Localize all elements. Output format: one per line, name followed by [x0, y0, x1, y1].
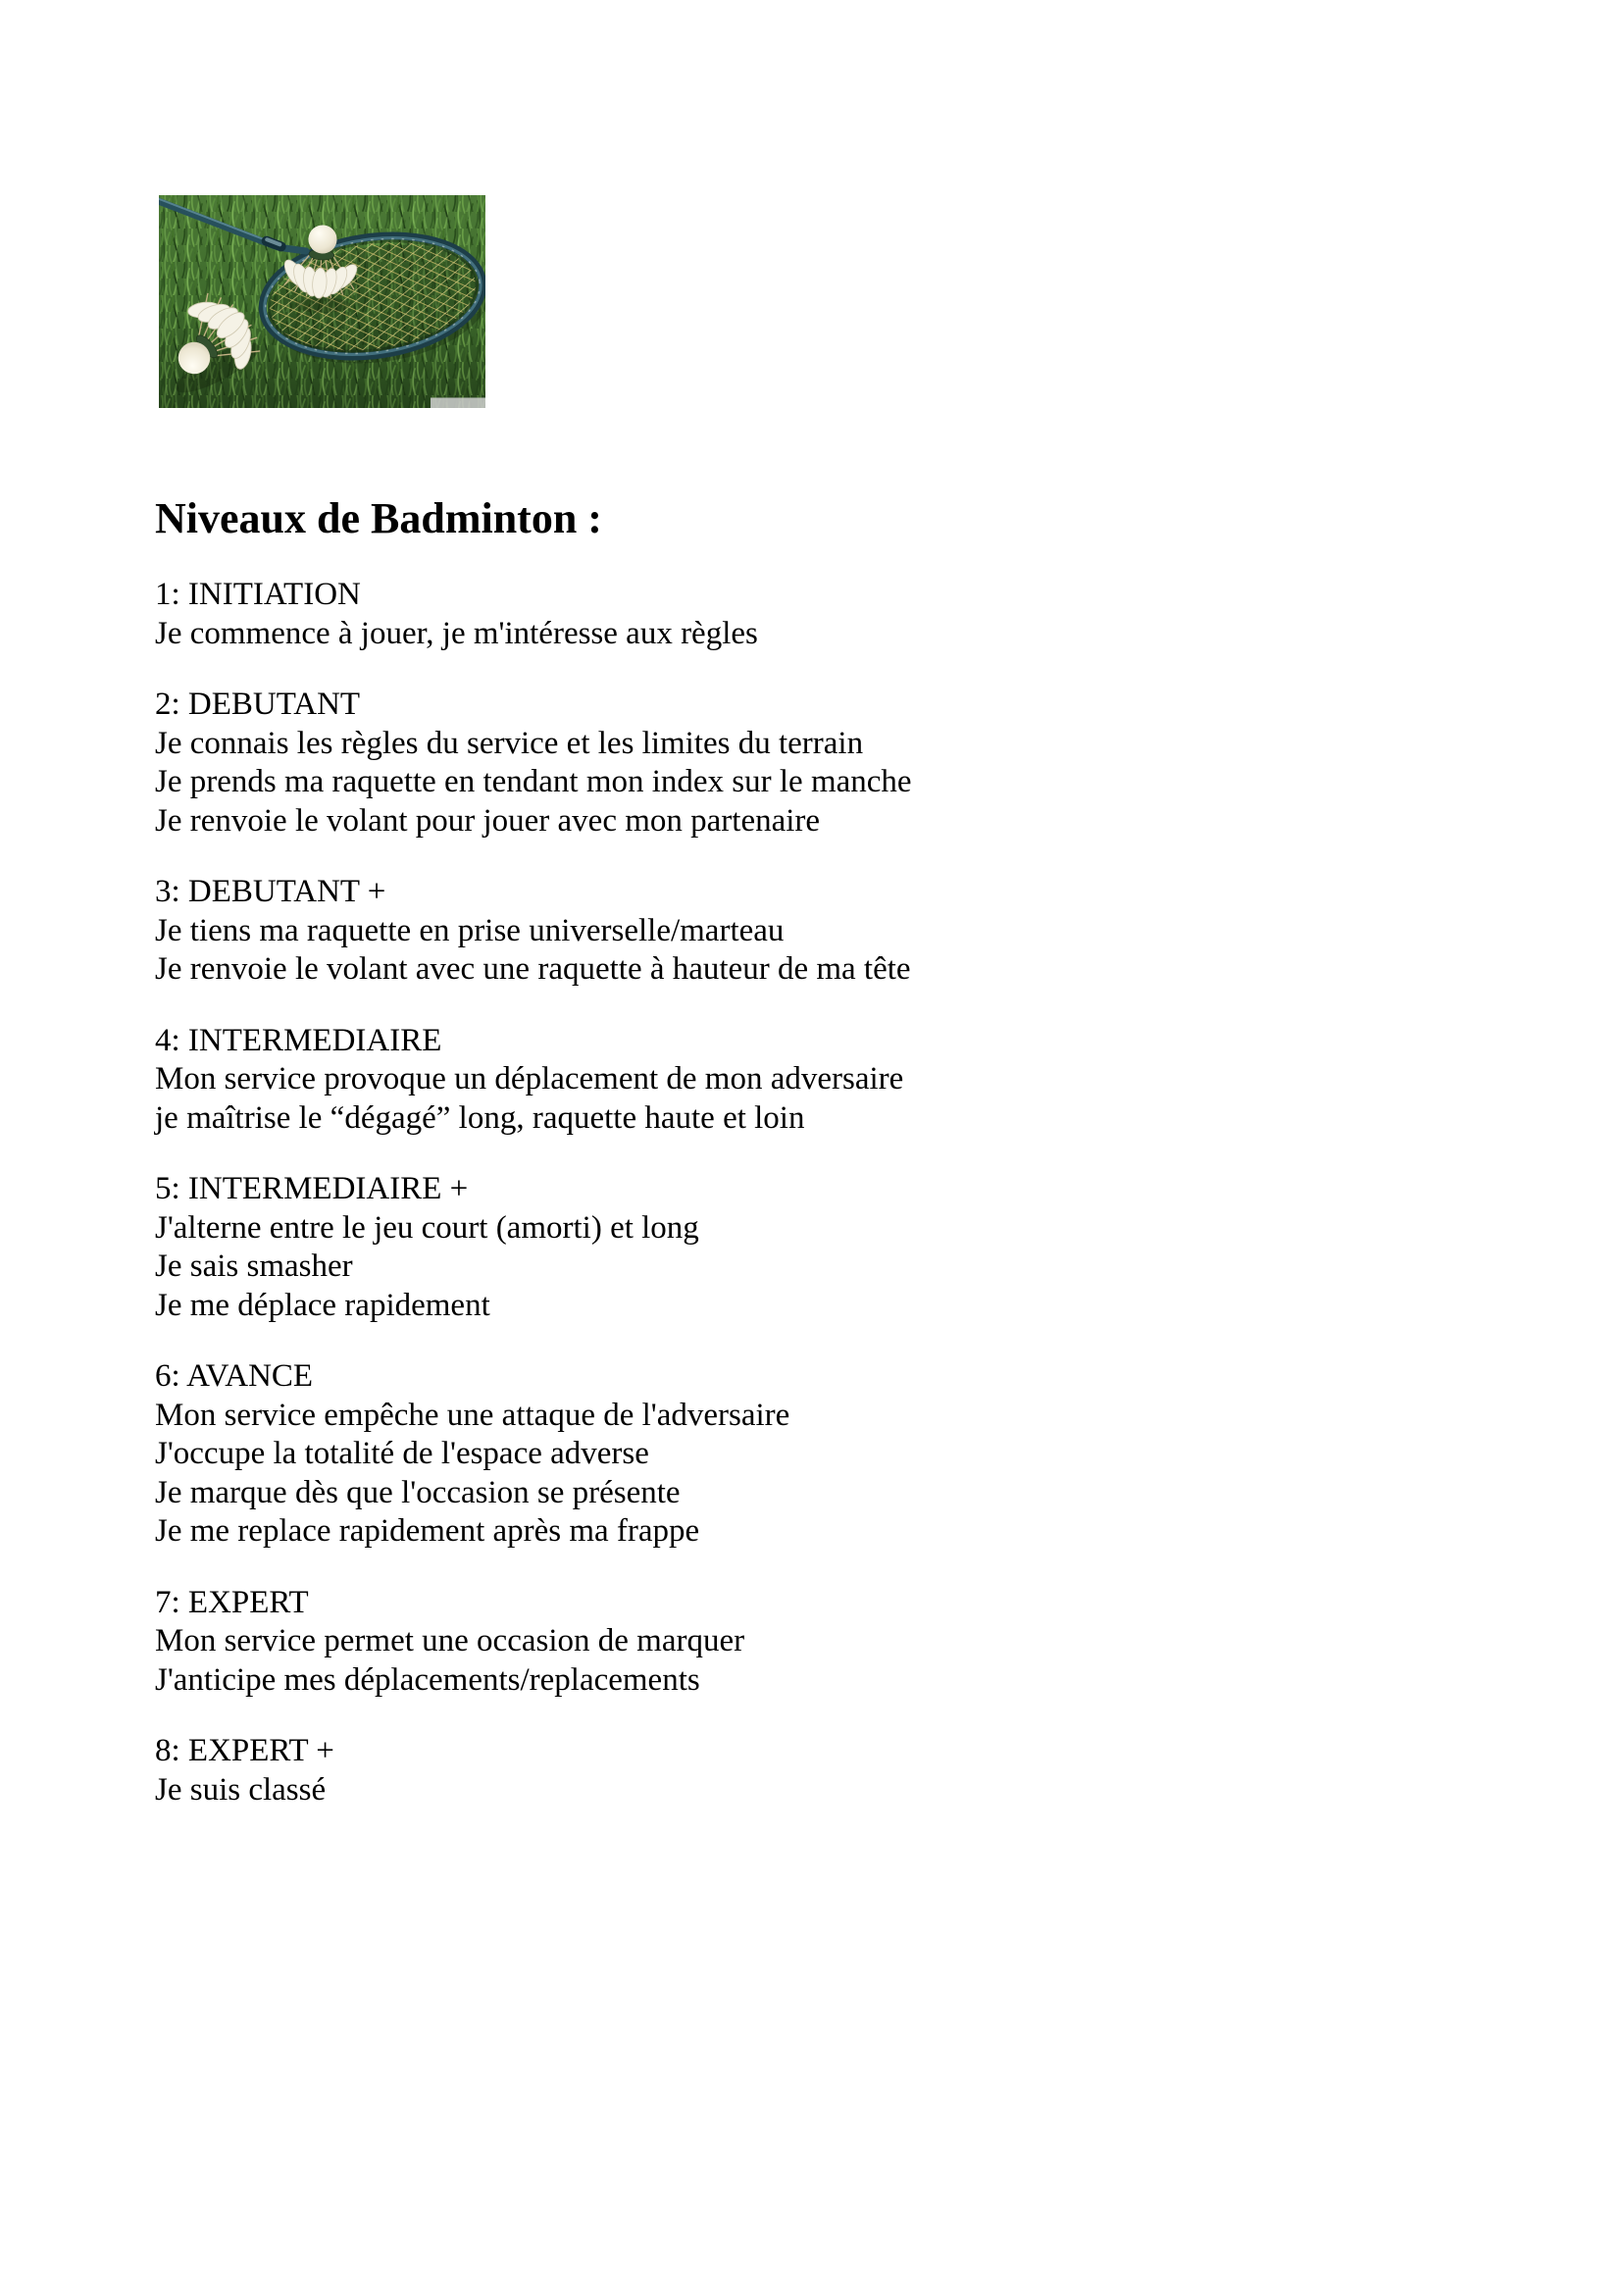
level-description-line: Je marque dès que l'occasion se présente	[155, 1474, 681, 1510]
level-section	[155, 1022, 1332, 1139]
level-description-line: Je sais smasher	[155, 1249, 353, 1284]
badminton-photo-illustration	[159, 195, 485, 408]
photo-watermark	[431, 398, 485, 409]
level-section	[155, 686, 1332, 841]
level-description-line: Je prends ma raquette en tendant mon index sur le manche	[155, 764, 912, 799]
levels-list	[155, 576, 1332, 1842]
level-description-line: Je tiens ma raquette en prise universelle/marteau	[155, 912, 785, 948]
level-section	[155, 873, 1332, 990]
level-section	[155, 576, 1332, 653]
page-title: Niveaux de Badminton :	[155, 494, 602, 542]
level-description-line: J'alterne entre le jeu court (amorti) et long	[155, 1209, 699, 1246]
level-title: 3: DEBUTANT +	[155, 874, 386, 909]
level-section	[155, 1357, 1332, 1552]
level-section	[155, 1170, 1332, 1325]
level-description-line: Je renvoie le volant pour jouer avec mon partenaire	[155, 802, 821, 839]
level-description-line: J'anticipe mes déplacements/replacements	[155, 1661, 700, 1698]
level-title: 2: DEBUTANT	[155, 687, 361, 722]
level-description-line: Je me déplace rapidement	[155, 1287, 490, 1323]
level-title: 7: EXPERT	[155, 1584, 309, 1620]
level-description-line: Je connais les règles du service et les limites du terrain	[155, 725, 864, 761]
level-title: 6: AVANCE	[155, 1358, 314, 1394]
level-description-line: Je commence à jouer, je m'intéresse aux règles	[155, 615, 758, 651]
level-description-line: J'occupe la totalité de l'espace adverse	[155, 1436, 649, 1471]
level-description-line: Mon service provoque un déplacement de mon adversaire	[155, 1061, 904, 1096]
level-title: 8: EXPERT +	[155, 1733, 334, 1768]
level-title: 4: INTERMEDIAIRE	[155, 1022, 442, 1058]
level-section	[155, 1732, 1332, 1810]
level-description-line: Je me replace rapidement après ma frappe	[155, 1513, 700, 1549]
level-title: 5: INTERMEDIAIRE +	[155, 1171, 469, 1206]
level-description-line: Mon service permet une occasion de marquer	[155, 1623, 745, 1658]
level-description-line: Mon service empêche une attaque de l'adversaire	[155, 1397, 790, 1433]
level-section	[155, 1584, 1332, 1701]
level-title: 1: INITIATION	[155, 577, 361, 612]
badminton-photo	[159, 195, 485, 408]
level-description-line: Je renvoie le volant avec une raquette à hauteur de ma tête	[155, 951, 911, 987]
level-description-line: je maîtrise le “dégagé” long, raquette haute et loin	[155, 1099, 805, 1136]
level-description-line: Je suis classé	[155, 1771, 327, 1808]
